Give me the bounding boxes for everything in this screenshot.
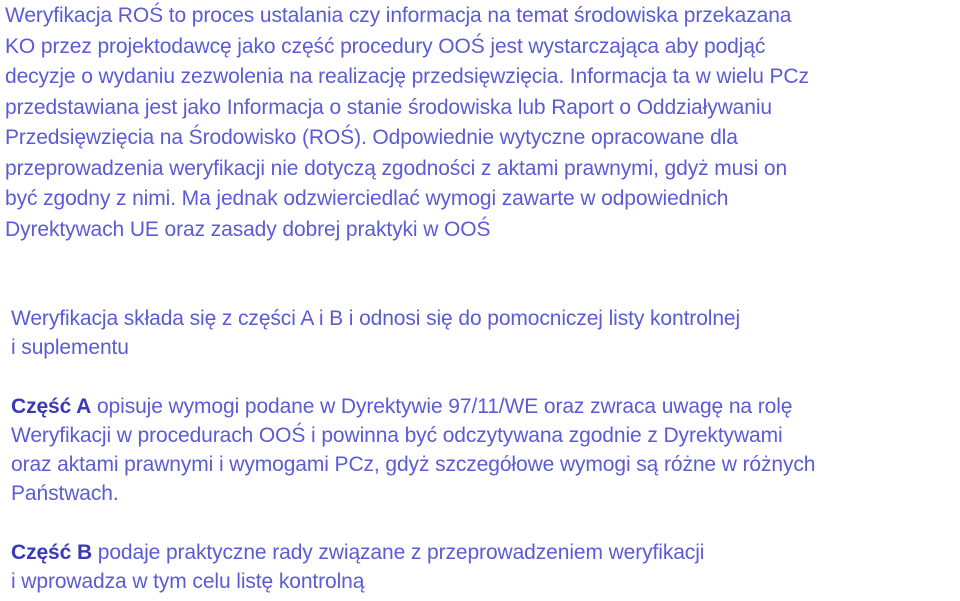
part-a-description: opisuje wymogi podane w Dyrektywie 97/11/WE oraz zwraca uwagę na rolę	[91, 395, 793, 418]
text-line	[11, 538, 704, 567]
text-line: Weryfikacja ROŚ to proces ustalania czy informacja na temat środowiska przekazana	[5, 4, 792, 27]
text-line: i wprowadza w tym celu listę kontrolną	[11, 570, 365, 593]
text-line: Weryfikacji w procedurach OOŚ i powinna być odczytywana zgodnie z Dyrektywami	[11, 424, 783, 447]
verification-intro-paragraph	[5, 1, 809, 245]
text-line: decyzje o wydaniu zezwolenia na realizację przedsięwzięcia. Informacja ta w wielu PCz	[5, 65, 809, 88]
text-line: oraz aktami prawnymi i wymogami PCz, gdyż szczegółowe wymogi są różne w różnych	[11, 453, 816, 476]
text-line: Weryfikacja składa się z części A i B i odnosi się do pomocniczej listy kontrolnej	[11, 307, 741, 330]
text-line	[11, 392, 815, 421]
verification-structure-paragraph	[11, 304, 740, 362]
text-line: i suplementu	[11, 336, 129, 359]
text-line: KO przez projektodawcę jako część procedury OOŚ jest wystarczająca aby podjąć	[5, 34, 766, 58]
text-line: przedstawiana jest jako Informacja o stanie środowiska lub Raport o Oddziaływaniu	[5, 95, 772, 119]
text-line: być zgodny z nimi. Ma jednak odzwierciedlać wymogi zawarte w odpowiednich	[5, 187, 729, 210]
text-line: przeprowadzenia weryfikacji nie dotyczą zgodności z aktami prawnymi, gdyż musi on	[5, 156, 788, 180]
text-line: Przedsięwzięcia na Środowisko (ROŚ). Odpowiednie wytyczne opracowane dla	[5, 126, 738, 149]
part-a-paragraph	[11, 392, 815, 508]
part-b-description: podaje praktyczne rady związane z przeprowadzeniem weryfikacji	[92, 541, 705, 564]
part-a-label: Część A	[11, 395, 92, 418]
part-b-paragraph	[11, 538, 704, 596]
text-line: Dyrektywach UE oraz zasady dobrej praktyki w OOŚ	[5, 217, 491, 241]
text-line: Państwach.	[11, 482, 119, 505]
part-b-label: Część B	[11, 541, 93, 564]
